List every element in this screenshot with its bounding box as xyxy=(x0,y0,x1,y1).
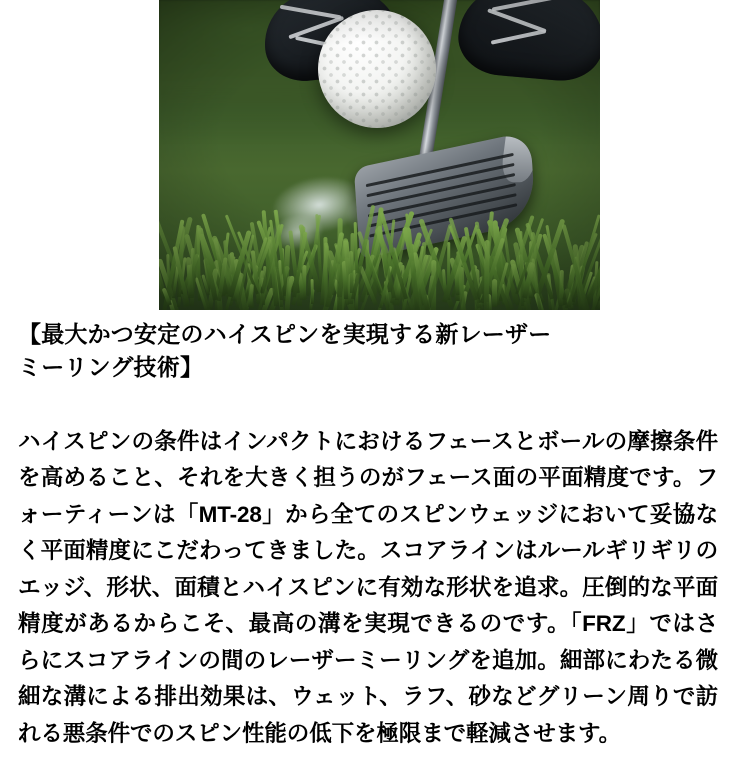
hero-image-canvas xyxy=(159,0,600,310)
hero-image xyxy=(159,0,600,310)
page-title xyxy=(18,318,712,385)
page-title-line-1: 【最大かつ安定のハイスピンを実現する新レーザー xyxy=(18,321,552,347)
image-vignette xyxy=(159,0,600,310)
page-title-line-2: ミーリング技術】 xyxy=(18,354,204,381)
body-paragraph: ハイスピンの条件はインパクトにおけるフェースとボールの摩擦条件を高めること、それを大きく担うのがフェース面の平面精度です。フォーティーンは「MT-28」から全てのスピンウェッジにおいて妥協なく平面精度にこだわってきました。スコアラインはルールギリギリのエッジ、形状、面積とハイスピンに有効な形状を追求。圧倒的な平面精度があるからこそ、最高の溝を実現できるのです。「FRZ」ではさらにスコアラインの間のレーザーミーリングを追加。細部にわたる微細な溝による排出効果は、ウェット、ラフ、砂などグリーン周りで訪れる悪条件でのスピン性能の低下を極限まで軽減させます。 xyxy=(18,429,718,746)
